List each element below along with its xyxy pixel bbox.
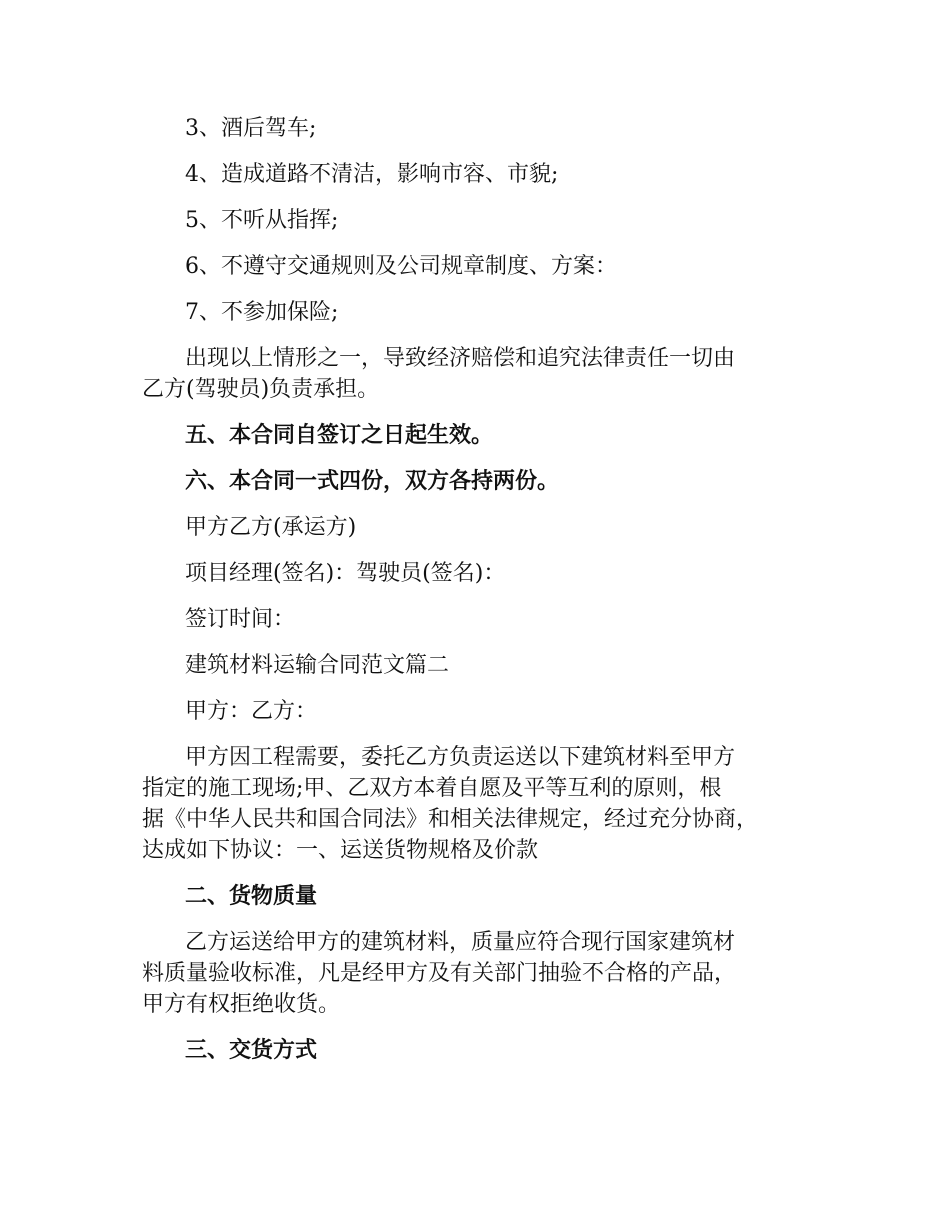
liability-line-2: 乙方(驾驶员)负责承担。 <box>142 377 380 402</box>
quality-line-2: 料质量验收标准，凡是经甲方及有关部门抽验不合格的产品， <box>142 961 737 986</box>
list-item-4: 4、造成道路不清洁，影响市容、市貌; <box>185 162 559 187</box>
list-item-6: 6、不遵守交通规则及公司规章制度、方案： <box>185 254 617 279</box>
list-item-7: 7、不参加保险; <box>185 300 339 325</box>
liability-line-1: 出现以上情形之一，导致经济赔偿和追究法律责任一切由 <box>185 346 736 371</box>
intro-line-2: 指定的施工现场;甲、乙双方本着自愿及平等互利的原则，根 <box>142 776 722 801</box>
list-item-3: 3、酒后驾车; <box>185 116 317 141</box>
signature-line: 项目经理(签名)：驾驶员(签名)： <box>185 561 506 586</box>
section-title: 建筑材料运输合同范文篇二 <box>185 653 450 678</box>
quality-line-1: 乙方运送给甲方的建筑材料，质量应符合现行国家建筑材 <box>185 930 736 955</box>
sign-time: 签订时间： <box>185 607 296 632</box>
clause-5: 五、本合同自签订之日起生效。 <box>185 422 494 448</box>
parties-line-2: 甲方：乙方： <box>185 699 318 724</box>
clause-6: 六、本合同一式四份，双方各持两份。 <box>185 468 560 494</box>
parties-line: 甲方乙方(承运方) <box>185 515 357 540</box>
section-2-heading: 二、货物质量 <box>185 883 318 909</box>
intro-line-3: 据《中华人民共和国合同法》和相关法律规定，经过充分协商， <box>142 807 759 832</box>
intro-line-1: 甲方因工程需要，委托乙方负责运送以下建筑材料至甲方 <box>185 745 736 770</box>
section-3-heading: 三、交货方式 <box>185 1037 318 1063</box>
list-item-5: 5、不听从指挥; <box>185 208 339 233</box>
quality-line-3: 甲方有权拒绝收货。 <box>142 992 341 1017</box>
intro-line-4: 达成如下协议：一、运送货物规格及价款 <box>142 838 539 863</box>
